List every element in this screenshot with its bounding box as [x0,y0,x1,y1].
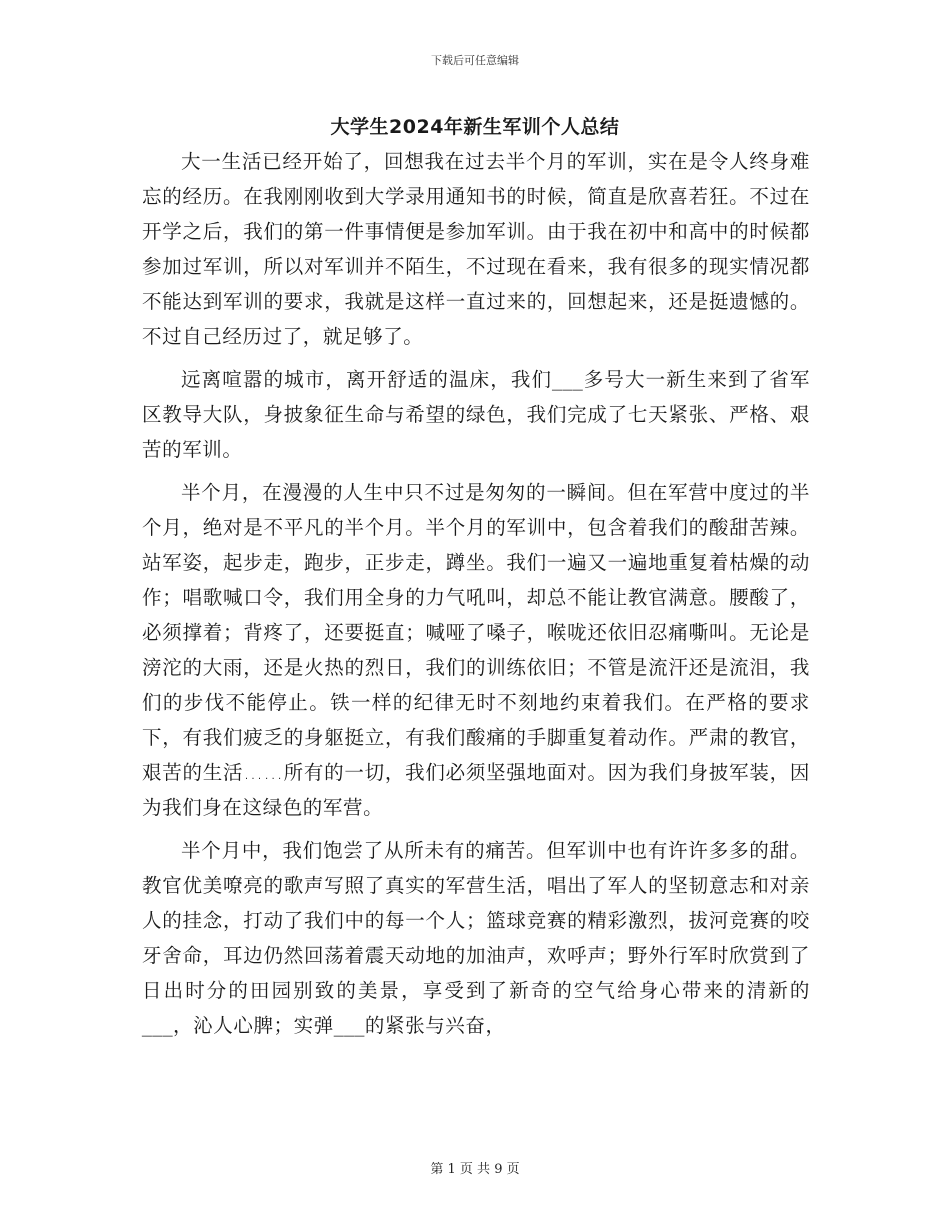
page-header-note: 下载后可任意编辑 [431,54,519,67]
paragraph: 远离喧嚣的城市，离开舒适的温床，我们___多号大一新生来到了省军区教导大队，身披象征生命与希望的绿色，我们完成了七天紧张、严格、艰苦的军训。 [142,368,810,461]
page-number-footer: 第 1 页 共 9 页 [430,1162,520,1177]
document-body [142,144,810,1051]
paragraph: 大一生活已经开始了，回想我在过去半个月的军训，实在是令人终身难忘的经历。在我刚刚收到大学录用通知书的时候，简直是欣喜若狂。不过在开学之后，我们的第一件事情便是参加军训。由于我在初中和高中的时候都参加过军训，所以对军训并不陌生，不过现在看来，我有很多的现实情况都不能达到军训的要求，我就是这样一直过来的，回想起来，还是挺遗憾的。不过自己经历过了，就足够了。 [142,150,810,348]
paragraph: 半个月中，我们饱尝了从所未有的痛苦。但军训中也有许许多多的甜。教官优美嘹亮的歌声写照了真实的军营生活，唱出了军人的坚韧意志和对亲人的挂念，打动了我们中的每一个人；篮球竞赛的精彩激烈，拔河竞赛的咬牙舍命，耳边仍然回荡着震天动地的加油声，欢呼声；野外行军时欣赏到了日出时分的田园别致的美景，享受到了新奇的空气给身心带来的清新的___，沁人心脾；实弹___的紧张与兴奋， [142,839,810,1037]
document-title: 大学生2024年新生军训个人总结 [330,116,620,138]
paragraph: 半个月，在漫漫的人生中只不过是匆匆的一瞬间。但在军营中度过的半个月，绝对是不平凡的半个月。半个月的军训中，包含着我们的酸甜苦辣。站军姿，起步走，跑步，正步走，蹲坐。我们一遍又一遍地重复着枯燥的动作；唱歌喊口令，我们用全身的力气吼叫，却总不能让教官满意。腰酸了，必须撑着；背疼了，还要挺直；喊哑了嗓子，喉咙还依旧忍痛嘶叫。无论是滂沱的大雨，还是火热的烈日，我们的训练依旧；不管是流汗还是流泪，我们的步伐不能停止。铁一样的纪律无时不刻地约束着我们。在严格的要求下，有我们疲乏的身躯挺立，有我们酸痛的手脚重复着动作。严肃的教官，艰苦的生活……所有的一切，我们必须坚强地面对。因为我们身披军装，因为我们身在这绿色的军营。 [142,481,810,819]
